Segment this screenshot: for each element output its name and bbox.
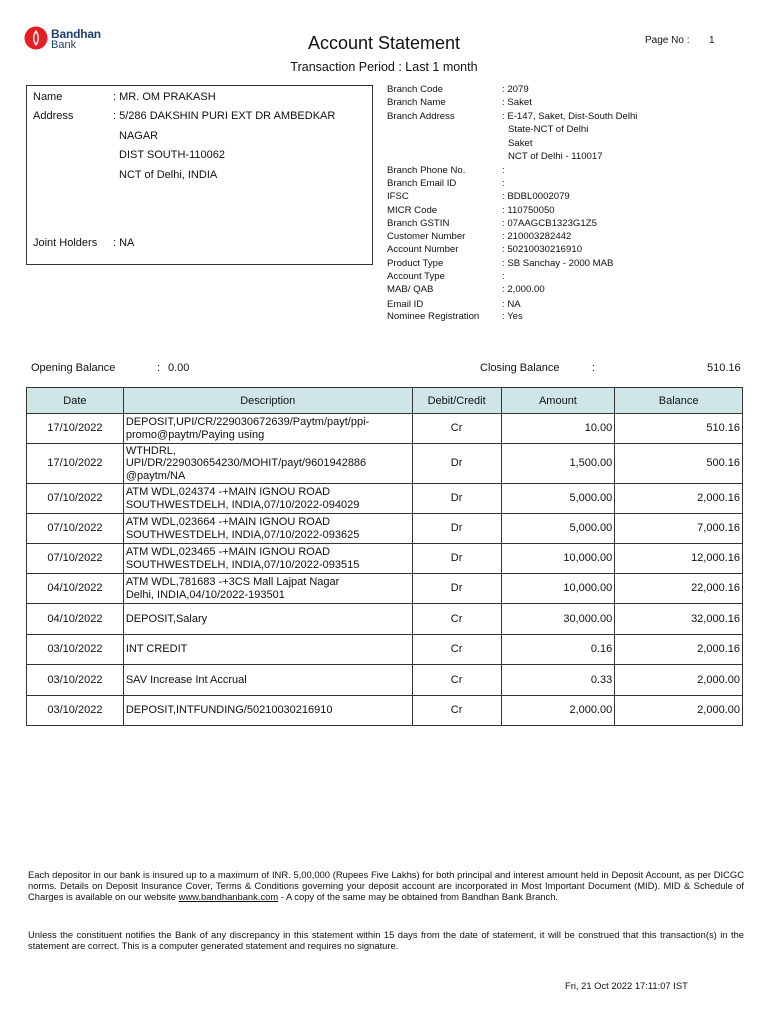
cell-debit-credit: Cr <box>412 696 501 726</box>
micr-value: : 110750050 <box>502 205 555 216</box>
product-type-value: : SB Sanchay - 2000 MAB <box>502 258 614 269</box>
closing-balance-value: 510.16 <box>707 362 741 374</box>
page-title: Account Statement <box>307 33 461 53</box>
branch-address-line-1: : E-147, Saket, Dist-South Delhi <box>502 111 638 122</box>
table-header-row <box>27 388 743 414</box>
branch-address-line-4: NCT of Delhi - 110017 <box>508 151 603 162</box>
micr-label: MICR Code <box>387 205 438 216</box>
description-line: ATM WDL,023465 -+MAIN IGNOU ROAD <box>125 546 331 558</box>
nominee-value: : Yes <box>502 311 523 322</box>
account-type-value: : <box>502 271 505 282</box>
cell-date: 03/10/2022 <box>27 635 124 665</box>
branch-address-label: Branch Address <box>387 111 455 122</box>
cell-debit-credit: Cr <box>412 414 501 444</box>
cell-debit-credit: Dr <box>412 514 501 544</box>
branch-phone-value: : <box>502 165 505 176</box>
description-line: WTHDRL, <box>125 444 176 457</box>
cell-description <box>123 484 412 514</box>
cell-description <box>123 544 412 574</box>
header-description: Description <box>123 388 412 414</box>
cell-debit-credit: Dr <box>412 544 501 574</box>
account-number-value: : 50210030216910 <box>502 244 583 255</box>
branch-code-label: Branch Code <box>387 84 443 95</box>
description-line: promo@paytm/Paying using <box>125 428 265 441</box>
customer-address-line-2: NAGAR <box>119 130 159 142</box>
logo-text-bank: Bank <box>51 39 77 51</box>
opening-balance-separator: : <box>157 362 161 374</box>
customer-address-line-3: DIST SOUTH-110062 <box>119 149 225 161</box>
description-line: @paytm/NA <box>125 469 186 482</box>
branch-phone-label: Branch Phone No. <box>387 165 466 176</box>
cell-debit-credit: Cr <box>412 665 501 696</box>
cell-date: 03/10/2022 <box>27 696 124 726</box>
product-type-label: Product Type <box>387 258 444 269</box>
cell-date: 17/10/2022 <box>27 444 124 484</box>
cell-debit-credit: Cr <box>412 604 501 635</box>
description-line: SOUTHWESTDELH, INDIA,07/10/2022-094029 <box>125 498 360 511</box>
insurance-note-text-end: - A copy of the same may be obtained from Bandhan Bank Branch. <box>278 891 559 902</box>
branch-address-line-2: State-NCT of Delhi <box>508 124 589 135</box>
header-debit-credit: Debit/Credit <box>412 388 501 414</box>
description-line: DEPOSIT,UPI/CR/229030672639/Paytm/payt/ppi- <box>125 416 370 428</box>
account-number-label: Account Number <box>387 244 459 255</box>
branch-name-value: : Saket <box>502 97 532 108</box>
transaction-period: Transaction Period : Last 1 month <box>290 60 478 74</box>
cell-balance: 12,000.16 <box>615 544 743 574</box>
branch-email-value: : <box>502 178 505 189</box>
customer-details-box <box>26 85 373 265</box>
table-row <box>27 696 743 726</box>
customer-name-label: Name <box>33 91 63 103</box>
page-number-label: Page No : <box>645 35 690 46</box>
table-row <box>27 604 743 635</box>
cell-description <box>123 574 412 604</box>
cell-debit-credit: Dr <box>412 574 501 604</box>
table-row <box>27 665 743 696</box>
cell-debit-credit: Cr <box>412 635 501 665</box>
page-number-value: 1 <box>709 35 715 46</box>
account-type-label: Account Type <box>387 271 445 282</box>
branch-email-label: Branch Email ID <box>387 178 457 189</box>
header-balance: Balance <box>615 388 743 414</box>
mab-qab-label: MAB/ QAB <box>387 284 434 295</box>
description-line: DEPOSIT,INTFUNDING/50210030216910 <box>125 704 333 717</box>
ifsc-label: IFSC <box>387 191 409 202</box>
customer-address-label: Address <box>33 110 74 122</box>
insurance-note-text: Each depositor in our bank is insured up to a maximum of INR. 5,00,000 (Rupees Five Lakhs) for both principal and interest amount held in Deposit Account, as per DICGC norms. Details on Deposit Insurance Cover, Terms & Conditions governing your deposit account are incorporated in Most Important Document (MID). MID & Schedule of Charges is available on our website <box>28 869 744 902</box>
description-line: SAV Increase Int Accrual <box>125 673 247 686</box>
opening-balance-label: Opening Balance <box>31 362 116 374</box>
description-line: INT CREDIT <box>125 643 188 656</box>
cell-description <box>123 604 412 635</box>
email-id-value: : NA <box>502 299 521 310</box>
opening-balance-value: 0.00 <box>168 362 190 374</box>
closing-balance-label: Closing Balance <box>480 362 560 374</box>
description-line: ATM WDL,024374 -+MAIN IGNOU ROAD <box>125 486 331 498</box>
generated-timestamp: Fri, 21 Oct 2022 17:11:07 IST <box>565 980 688 991</box>
cell-balance: 500.16 <box>615 444 743 484</box>
branch-name-label: Branch Name <box>387 97 446 108</box>
description-line: ATM WDL,781683 -+3CS Mall Lajpat Nagar <box>125 576 340 588</box>
bank-website-link[interactable]: www.bandhanbank.com <box>178 891 279 902</box>
cell-amount: 10,000.00 <box>501 574 615 604</box>
cell-balance: 2,000.00 <box>615 696 743 726</box>
customer-number-label: Customer Number <box>387 231 466 242</box>
cell-description <box>123 414 412 444</box>
closing-balance-separator: : <box>592 362 596 374</box>
description-line: UPI/DR/229030654230/MOHIT/payt/9601942886 <box>125 457 367 470</box>
cell-description <box>123 635 412 665</box>
customer-number-value: : 210003282442 <box>502 231 572 242</box>
table-row <box>27 414 743 444</box>
table-row <box>27 444 743 484</box>
discrepancy-note: Unless the constituent notifies the Bank of any discrepancy in this statement within 15 days from the date of statement, it will be construed that this transaction(s) in the statement are correct. This is a computer generated statement and requires no signature. <box>28 929 744 951</box>
cell-balance: 32,000.16 <box>615 604 743 635</box>
branch-code-value: : 2079 <box>502 84 529 95</box>
cell-amount: 1,500.00 <box>501 444 615 484</box>
description-line: SOUTHWESTDELH, INDIA,07/10/2022-093515 <box>125 558 360 571</box>
cell-date: 04/10/2022 <box>27 604 124 635</box>
cell-balance: 22,000.16 <box>615 574 743 604</box>
gstin-label: Branch GSTIN <box>387 218 450 229</box>
mab-qab-value: : 2,000.00 <box>502 284 545 295</box>
cell-date: 07/10/2022 <box>27 514 124 544</box>
transactions-table <box>26 387 743 726</box>
customer-name-value: : MR. OM PRAKASH <box>113 91 216 103</box>
deposit-insurance-note <box>28 869 744 902</box>
cell-balance: 510.16 <box>615 414 743 444</box>
cell-description <box>123 696 412 726</box>
customer-address-line-1: : 5/286 DAKSHIN PURI EXT DR AMBEDKAR <box>113 110 336 122</box>
nominee-label: Nominee Registration <box>387 311 480 322</box>
cell-amount: 5,000.00 <box>501 514 615 544</box>
ifsc-value: : BDBL0002079 <box>502 191 570 202</box>
joint-holders-value: : NA <box>113 237 135 249</box>
cell-date: 17/10/2022 <box>27 414 124 444</box>
cell-date: 07/10/2022 <box>27 484 124 514</box>
cell-balance: 2,000.16 <box>615 635 743 665</box>
gstin-value: : 07AAGCB1323G1Z5 <box>502 218 597 229</box>
description-line: SOUTHWESTDELH, INDIA,07/10/2022-093625 <box>125 528 360 541</box>
cell-balance: 2,000.16 <box>615 484 743 514</box>
cell-description <box>123 665 412 696</box>
logo-text-bandhan: Bandhan <box>51 27 101 41</box>
cell-amount: 0.33 <box>501 665 615 696</box>
cell-date: 04/10/2022 <box>27 574 124 604</box>
cell-balance: 7,000.16 <box>615 514 743 544</box>
cell-description <box>123 444 412 484</box>
table-row <box>27 635 743 665</box>
cell-date: 07/10/2022 <box>27 544 124 574</box>
description-line: ATM WDL,023664 -+MAIN IGNOU ROAD <box>125 516 331 528</box>
table-row <box>27 544 743 574</box>
cell-debit-credit: Dr <box>412 444 501 484</box>
branch-address-line-3: Saket <box>508 138 533 149</box>
cell-date: 03/10/2022 <box>27 665 124 696</box>
cell-amount: 2,000.00 <box>501 696 615 726</box>
cell-amount: 30,000.00 <box>501 604 615 635</box>
email-id-label: Email ID <box>387 299 424 310</box>
cell-amount: 10.00 <box>501 414 615 444</box>
cell-debit-credit: Dr <box>412 484 501 514</box>
table-row <box>27 514 743 544</box>
cell-amount: 5,000.00 <box>501 484 615 514</box>
cell-description <box>123 514 412 544</box>
table-row <box>27 574 743 604</box>
cell-amount: 10,000.00 <box>501 544 615 574</box>
table-row <box>27 484 743 514</box>
header-amount: Amount <box>501 388 615 414</box>
customer-address-line-4: NCT of Delhi, INDIA <box>119 169 218 181</box>
description-line: Delhi, INDIA,04/10/2022-193501 <box>125 588 285 601</box>
cell-balance: 2,000.00 <box>615 665 743 696</box>
description-line: DEPOSIT,Salary <box>125 612 208 625</box>
header-date: Date <box>27 388 124 414</box>
joint-holders-label: Joint Holders <box>33 237 98 249</box>
cell-amount: 0.16 <box>501 635 615 665</box>
